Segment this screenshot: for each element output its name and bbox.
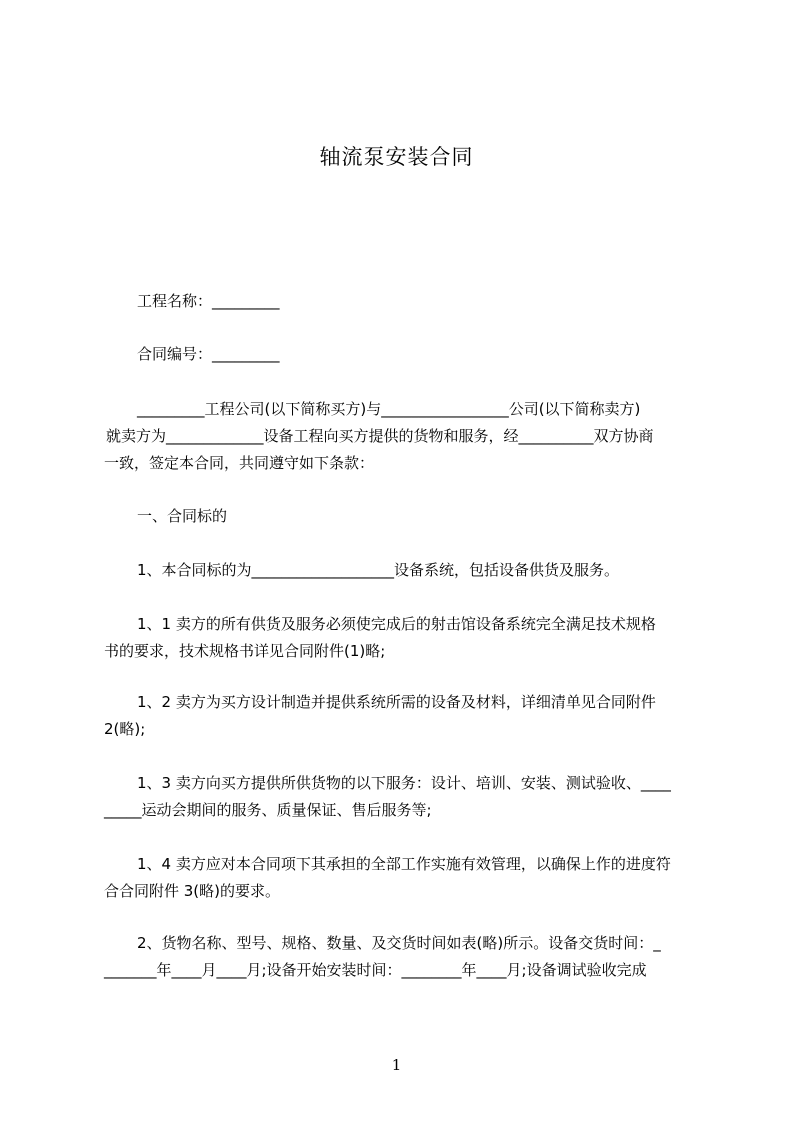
intro-line-2: 就卖方为_____________设备工程向买方提供的货物和服务，经__________双方协商: [106, 427, 654, 445]
clause-1: 1、本合同标的为___________________设备系统，包括设备供货及服务。: [137, 561, 620, 579]
page-number: 1: [391, 1056, 402, 1074]
clause-2-line-1: 2、货物名称、型号、规格、数量、及交货时间如表(略)所示。设备交货时间：_: [137, 934, 661, 952]
project-name-field: 工程名称：_________: [137, 292, 280, 310]
clause-1-3-line-2: _____运动会期间的服务、质量保证、售后服务等;: [104, 801, 432, 819]
contract-number-field: 合同编号：_________: [137, 345, 280, 363]
clause-2-line-2: _______年____月____月;设备开始安装时间：________年____月;设备调试验收完成: [104, 961, 647, 979]
intro-line-1: _________工程公司(以下简称买方)与_________________公司(以下简称卖方): [137, 400, 641, 418]
clause-1-1-line-1: 1、1 卖方的所有供货及服务必须使完成后的射击馆设备系统完全满足技术规格: [137, 615, 656, 633]
clause-1-3-line-1: 1、3 卖方向买方提供所供货物的以下服务：设计、培训、安装、测试验收、____: [137, 774, 671, 792]
clause-1-2-line-2: 2(略);: [104, 720, 146, 738]
clause-1-1-line-2: 书的要求，技术规格书详见合同附件(1)略;: [104, 642, 386, 660]
document-title: 轴流泵安装合同: [319, 145, 474, 169]
clause-1-4-line-1: 1、4 卖方应对本合同项下其承担的全部工作实施有效管理，以确保上作的进度符: [137, 855, 671, 873]
clause-1-2-line-1: 1、2 卖方为买方设计制造并提供系统所需的设备及材料，详细清单见合同附件: [137, 693, 656, 711]
intro-line-3: 一致，签定本合同，共同遵守如下条款：: [104, 454, 375, 472]
clause-1-4-line-2: 合合同附件 3(略)的要求。: [104, 882, 281, 900]
section-heading-contract-subject: 一、合同标的: [137, 507, 228, 525]
